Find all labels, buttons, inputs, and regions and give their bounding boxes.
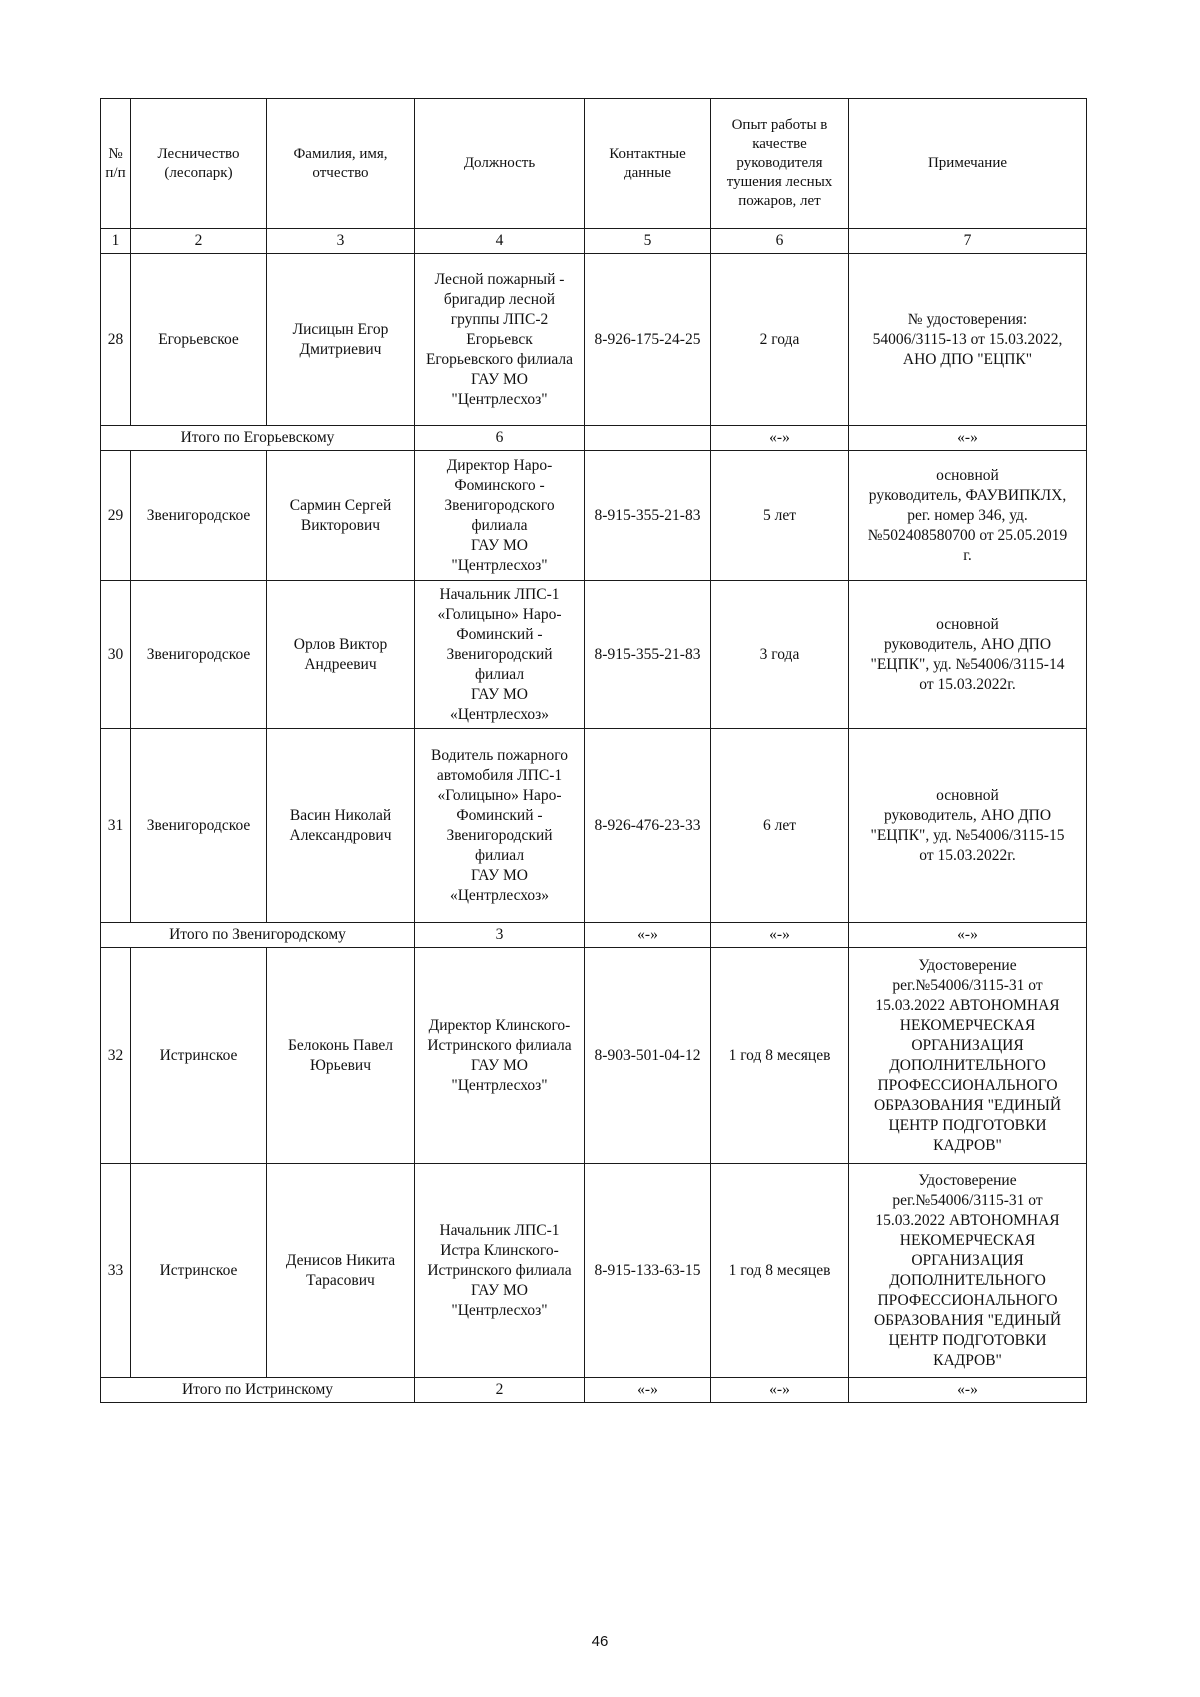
row-forestry: Истринское [131, 948, 267, 1164]
column-number: 3 [267, 229, 415, 254]
table-row [101, 581, 1087, 729]
row-position: Водитель пожарного автомобиля ЛПС-1 «Голицыно» Наро- Фоминский - Звенигородский филиал ГАУ МО «Центрлесхоз» [415, 729, 585, 923]
header-contacts: Контактные данные [585, 99, 711, 229]
row-forestry: Звенигородское [131, 451, 267, 581]
row-phone: 8-915-133-63-15 [585, 1164, 711, 1378]
header-name: Фамилия, имя, отчество [267, 99, 415, 229]
column-number: 6 [711, 229, 849, 254]
header-position: Должность [415, 99, 585, 229]
total-experience: «-» [711, 1378, 849, 1403]
column-number: 4 [415, 229, 585, 254]
column-numbers-row [101, 229, 1087, 254]
column-number: 5 [585, 229, 711, 254]
total-count: 3 [415, 923, 585, 948]
table-row [101, 729, 1087, 923]
header-experience: Опыт работы в качестве руководителя тушения лесных пожаров, лет [711, 99, 849, 229]
row-name: Сармин Сергей Викторович [267, 451, 415, 581]
row-num: 32 [101, 948, 131, 1164]
row-experience: 1 год 8 месяцев [711, 1164, 849, 1378]
row-name: Васин Николай Александрович [267, 729, 415, 923]
row-name: Лисицын Егор Дмитриевич [267, 254, 415, 426]
total-note: «-» [849, 923, 1087, 948]
table-row [101, 948, 1087, 1164]
row-num: 29 [101, 451, 131, 581]
column-number: 2 [131, 229, 267, 254]
row-experience: 3 года [711, 581, 849, 729]
column-number: 1 [101, 229, 131, 254]
row-phone: 8-926-175-24-25 [585, 254, 711, 426]
row-num: 31 [101, 729, 131, 923]
row-note: основной руководитель, АНО ДПО "ЕЦПК", уд. №54006/3115-15 от 15.03.2022г. [849, 729, 1087, 923]
row-num: 33 [101, 1164, 131, 1378]
row-forestry: Звенигородское [131, 729, 267, 923]
total-note: «-» [849, 1378, 1087, 1403]
total-count: 2 [415, 1378, 585, 1403]
total-experience: «-» [711, 923, 849, 948]
page-number: 46 [591, 1633, 609, 1650]
row-experience: 1 год 8 месяцев [711, 948, 849, 1164]
row-position: Начальник ЛПС-1 Истра Клинского- Истринского филиала ГАУ МО "Центрлесхоз" [415, 1164, 585, 1378]
total-note: «-» [849, 426, 1087, 451]
total-experience: «-» [711, 426, 849, 451]
row-experience: 5 лет [711, 451, 849, 581]
header-forestry: Лесничество (лесопарк) [131, 99, 267, 229]
row-phone: 8-926-476-23-33 [585, 729, 711, 923]
row-note: основной руководитель, АНО ДПО "ЕЦПК", уд. №54006/3115-14 от 15.03.2022г. [849, 581, 1087, 729]
total-phone: «-» [585, 1378, 711, 1403]
total-label: Итого по Звенигородскому [101, 923, 415, 948]
total-row [101, 426, 1087, 451]
total-label: Итого по Истринскому [101, 1378, 415, 1403]
total-count: 6 [415, 426, 585, 451]
row-phone: 8-915-355-21-83 [585, 581, 711, 729]
total-label: Итого по Егорьевскому [101, 426, 415, 451]
header-note: Примечание [849, 99, 1087, 229]
row-phone: 8-903-501-04-12 [585, 948, 711, 1164]
row-forestry: Истринское [131, 1164, 267, 1378]
row-experience: 6 лет [711, 729, 849, 923]
row-note: № удостоверения: 54006/3115-13 от 15.03.2022, АНО ДПО "ЕЦПК" [849, 254, 1087, 426]
row-note: Удостоверение рег.№54006/3115-31 от 15.03.2022 АВТОНОМНАЯ НЕКОМЕРЧЕСКАЯ ОРГАНИЗАЦИЯ ДОПОЛНИТЕЛЬНОГО ПРОФЕССИОНАЛЬНОГО ОБРАЗОВАНИЯ "ЕДИНЫЙ ЦЕНТР ПОДГОТОВКИ КАДРОВ" [849, 948, 1087, 1164]
row-experience: 2 года [711, 254, 849, 426]
column-number: 7 [849, 229, 1087, 254]
row-position: Директор Наро- Фоминского - Звенигородского филиала ГАУ МО "Центрлесхоз" [415, 451, 585, 581]
table-row [101, 451, 1087, 581]
row-forestry: Егорьевское [131, 254, 267, 426]
row-name: Белоконь Павел Юрьевич [267, 948, 415, 1164]
total-row [101, 923, 1087, 948]
table-row [101, 254, 1087, 426]
table-row [101, 1164, 1087, 1378]
row-note: Удостоверение рег.№54006/3115-31 от 15.03.2022 АВТОНОМНАЯ НЕКОМЕРЧЕСКАЯ ОРГАНИЗАЦИЯ ДОПОЛНИТЕЛЬНОГО ПРОФЕССИОНАЛЬНОГО ОБРАЗОВАНИЯ "ЕДИНЫЙ ЦЕНТР ПОДГОТОВКИ КАДРОВ" [849, 1164, 1087, 1378]
row-name: Денисов Никита Тарасович [267, 1164, 415, 1378]
header-num: № п/п [101, 99, 131, 229]
row-forestry: Звенигородское [131, 581, 267, 729]
row-position: Лесной пожарный - бригадир лесной группы ЛПС-2 Егорьевск Егорьевского филиала ГАУ МО "Центрлесхоз" [415, 254, 585, 426]
total-phone [585, 426, 711, 451]
row-name: Орлов Виктор Андреевич [267, 581, 415, 729]
foresters-table [100, 98, 1087, 1403]
total-row [101, 1378, 1087, 1403]
row-phone: 8-915-355-21-83 [585, 451, 711, 581]
row-num: 28 [101, 254, 131, 426]
row-position: Начальник ЛПС-1 «Голицыно» Наро- Фоминский - Звенигородский филиал ГАУ МО «Центрлесхоз» [415, 581, 585, 729]
row-position: Директор Клинского- Истринского филиала ГАУ МО "Центрлесхоз" [415, 948, 585, 1164]
row-note: основной руководитель, ФАУВИПКЛХ, рег. номер 346, уд. №502408580700 от 25.05.2019 г. [849, 451, 1087, 581]
header-row [101, 99, 1087, 229]
total-phone: «-» [585, 923, 711, 948]
row-num: 30 [101, 581, 131, 729]
